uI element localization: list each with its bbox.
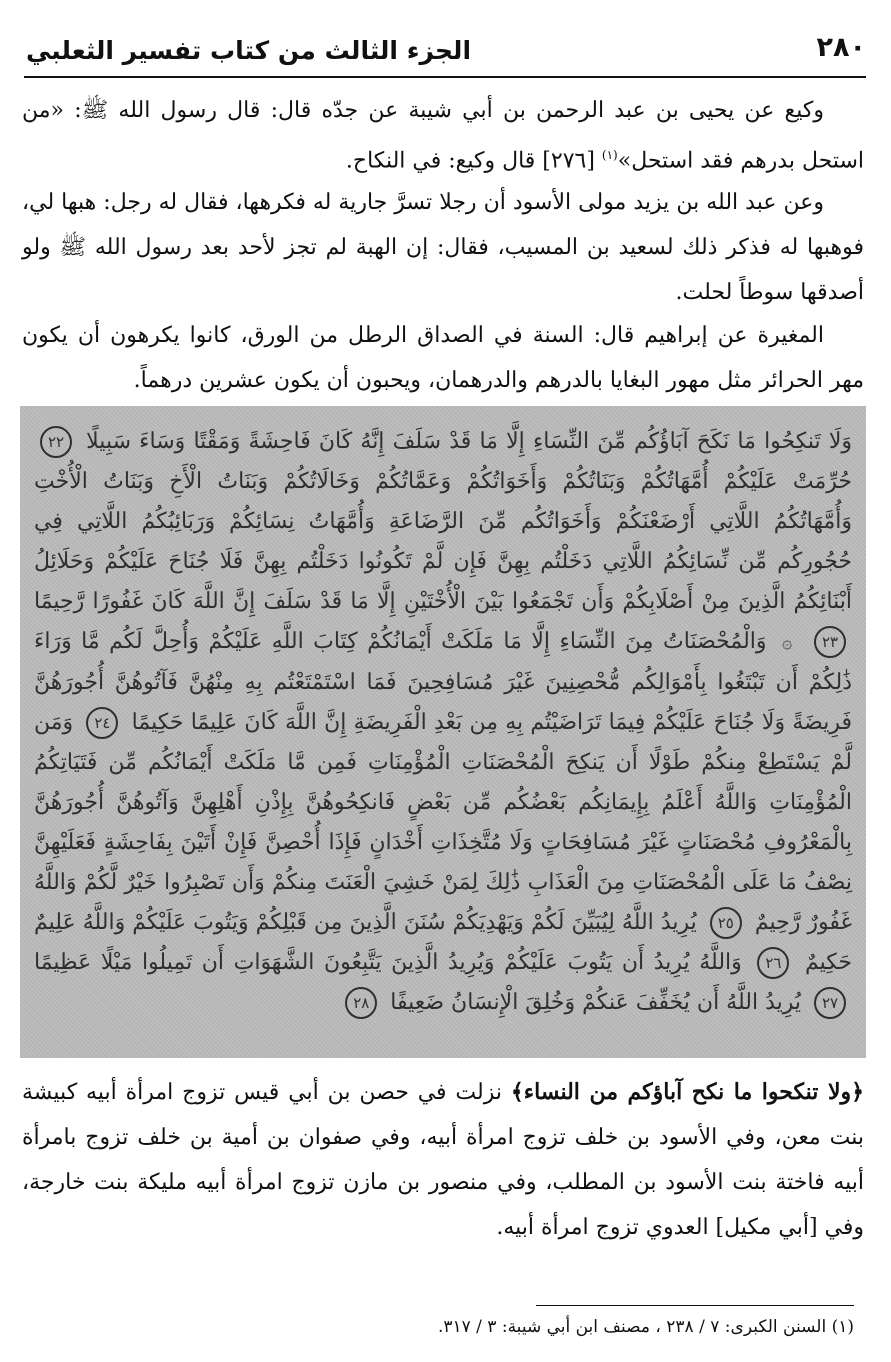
verse-number-marker: ٢٦: [757, 947, 789, 979]
page-number: ٢٨٠: [816, 32, 866, 63]
verse-24: وَالْمُحْصَنَاتُ مِنَ النِّسَاءِ إِلَّا مَا مَلَكَتْ أَيْمَانُكُمْ كِتَابَ اللَّهِ عَلَيْكُمْ وَأُحِلَّ لَكُم مَّا وَرَاءَ ذَٰلِكُمْ أَن تَبْتَغُوا بِأَمْوَالِكُم مُّحْصِنِينَ غَيْرَ مُسَافِحِينَ فَمَا اسْتَمْتَعْتُم بِهِ مِنْهُنَّ فَآتُوهُنَّ أُجُورَهُنَّ فَرِيضَةً وَلَا جُنَاحَ عَلَيْكُمْ فِيمَا تَرَاضَيْتُم بِهِ مِن بَعْدِ الْفَرِيضَةِ إِنَّ اللَّهَ كَانَ عَلِيمًا حَكِيمًا: [34, 629, 852, 735]
verse-number-marker: ٢٥: [710, 907, 742, 939]
footnote: (١) السنن الكبرى: ٧ / ٢٣٨ ، مصنف ابن أبي شيبة: ٣ / ٣١٧.: [437, 1317, 854, 1337]
paragraph-text: وعن عبد الله بن يزيد مولى الأسود أن رجلا تسرَّ جارية له فكرهها، فقال له رجل: هبها لي، فوهبها له فذكر ذلك لسعيد بن المسيب، فقال: إن الهبة لم تجز لأحد بعد رسول الله ﷺ ولو أصدقها سوطاً لحلت.: [22, 190, 864, 305]
quran-text: [34, 422, 852, 1023]
hadith-text: وكيع عن يحيى بن عبد الرحمن بن أبي شيبة عن جدّه قال: قال رسول الله ﷺ: «من استحل بدرهم فقد استحل»: [22, 98, 864, 174]
hadith-tail: [٢٧٦] قال وكيع: في النكاح.: [345, 148, 602, 174]
paragraph-abdullah-bin-yazid: [22, 180, 864, 315]
quran-verses-panel: [20, 406, 866, 1058]
paragraph-mughira: [22, 313, 864, 403]
quoted-verse: ﴿ولا تنكحوا ما نكح آباؤكم من النساء﴾: [510, 1079, 864, 1105]
header-divider: [24, 76, 866, 78]
commentary-text: نزلت في حصن بن أبي قيس تزوج امرأة أبيه كبيشة بنت معن، وفي الأسود بن خلف تزوج امرأة أبيه، وفي صفوان بن أمية بن خلف تزوج بامرأة أبيه فاختة بنت الأسود بن المطلب، وفي منصور بن مازن تزوج امرأة أبيه مليكة بنت خارجة، وفي [أبي مكيل] العدوي تزوج امرأة أبيه.: [22, 1080, 864, 1240]
verse-number-marker: ٢٨: [345, 987, 377, 1019]
verse-26: يُرِيدُ اللَّهُ لِيُبَيِّنَ لَكُمْ وَيَهْدِيَكُمْ سُنَنَ الَّذِينَ مِن قَبْلِكُمْ وَيَتُوبَ عَلَيْكُمْ وَاللَّهُ عَلِيمٌ حَكِيمٌ: [34, 910, 852, 975]
verse-22: وَلَا تَنكِحُوا مَا نَكَحَ آبَاؤُكُم مِّنَ النِّسَاءِ إِلَّا مَا قَدْ سَلَفَ إِنَّهُ كَانَ فَاحِشَةً وَمَقْتًا وَسَاءَ سَبِيلًا: [86, 429, 852, 454]
verse-number-marker: ٢٧: [814, 987, 846, 1019]
paragraph-commentary: [22, 1070, 864, 1250]
running-title: الجزء الثالث من كتاب تفسير الثعلبي: [26, 36, 472, 65]
paragraph-text: [22, 1070, 864, 1250]
verse-number-marker: ٢٣: [814, 626, 846, 658]
footnote-divider: [536, 1305, 854, 1306]
verse-28: يُرِيدُ اللَّهُ أَن يُخَفِّفَ عَنكُمْ وَخُلِقَ الْإِنسَانُ ضَعِيفًا: [390, 990, 801, 1015]
verse-23: حُرِّمَتْ عَلَيْكُمْ أُمَّهَاتُكُمْ وَبَنَاتُكُمْ وَأَخَوَاتُكُمْ وَعَمَّاتُكُمْ وَخَالَاتُكُمْ وَبَنَاتُ الْأَخِ وَبَنَاتُ الْأُخْتِ وَأُمَّهَاتُكُمُ اللَّاتِي أَرْضَعْنَكُمْ وَأَخَوَاتُكُم مِّنَ الرَّضَاعَةِ وَأُمَّهَاتُ نِسَائِكُمْ وَرَبَائِبُكُمُ اللَّاتِي فِي حُجُورِكُم مِّن نِّسَائِكُمُ اللَّاتِي دَخَلْتُم بِهِنَّ فَإِن لَّمْ تَكُونُوا دَخَلْتُم بِهِنَّ فَلَا جُنَاحَ عَلَيْكُمْ وَحَلَائِلُ أَبْنَائِكُمُ الَّذِينَ مِنْ أَصْلَابِكُمْ وَأَن تَجْمَعُوا بَيْنَ الْأُخْتَيْنِ إِلَّا مَا قَدْ سَلَفَ إِنَّ اللَّهَ كَانَ غَفُورًا رَّحِيمًا: [34, 469, 852, 614]
paragraph-text: المغيرة عن إبراهيم قال: السنة في الصداق الرطل من الورق، كانوا يكرهون أن يكون مهر الحرائر مثل مهور البغايا بالدرهم والدرهمان، ويحبون أن يكون عشرين درهماً.: [22, 323, 864, 393]
rub-el-hizb-icon: ۞: [782, 632, 793, 653]
verse-number-marker: ٢٤: [86, 707, 118, 739]
paragraph-text: [22, 88, 864, 183]
footnote-reference: (١): [601, 148, 618, 162]
paragraph-hadith-waki: [22, 88, 864, 183]
verse-25: وَمَن لَّمْ يَسْتَطِعْ مِنكُمْ طَوْلًا أَن يَنكِحَ الْمُحْصَنَاتِ الْمُؤْمِنَاتِ فَمِن مَّا مَلَكَتْ أَيْمَانُكُم مِّن فَتَيَاتِكُمُ الْمُؤْمِنَاتِ وَاللَّهُ أَعْلَمُ بِإِيمَانِكُم بَعْضُكُم مِّن بَعْضٍ فَانكِحُوهُنَّ بِإِذْنِ أَهْلِهِنَّ وَآتُوهُنَّ أُجُورَهُنَّ بِالْمَعْرُوفِ مُحْصَنَاتٍ غَيْرَ مُسَافِحَاتٍ وَلَا مُتَّخِذَاتِ أَخْدَانٍ فَإِذَا أُحْصِنَّ فَإِنْ أَتَيْنَ بِفَاحِشَةٍ فَعَلَيْهِنَّ نِصْفُ مَا عَلَى الْمُحْصَنَاتِ مِنَ الْعَذَابِ ذَٰلِكَ لِمَنْ خَشِيَ الْعَنَتَ مِنكُمْ وَأَن تَصْبِرُوا خَيْرٌ لَّكُمْ وَاللَّهُ غَفُورٌ رَّحِيمٌ: [34, 710, 853, 935]
page-header: [24, 28, 866, 74]
verse-27: وَاللَّهُ يُرِيدُ أَن يَتُوبَ عَلَيْكُمْ وَيُرِيدُ الَّذِينَ يَتَّبِعُونَ الشَّهَوَاتِ أَن تَمِيلُوا مَيْلًا عَظِيمًا: [34, 950, 742, 975]
verse-number-marker: ٢٢: [40, 426, 72, 458]
